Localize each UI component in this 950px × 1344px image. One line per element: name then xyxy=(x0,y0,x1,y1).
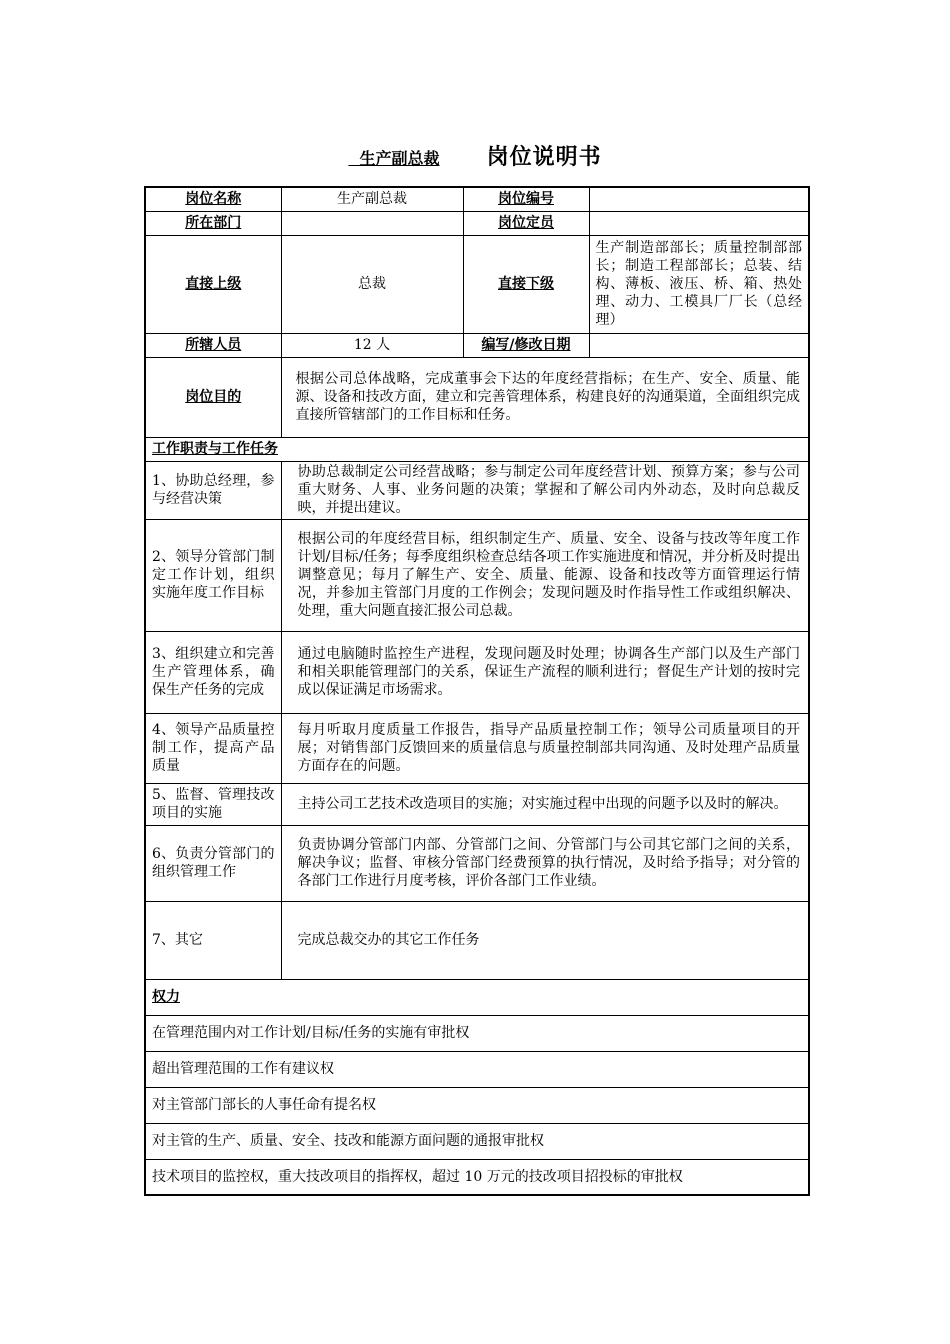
duty-title: 5、监督、管理技改项目的实施 xyxy=(145,783,281,825)
duty-title: 2、领导分管部门制定工作计划，组织实施年度工作目标 xyxy=(145,519,281,631)
date-value xyxy=(589,333,809,357)
duties-header: 工作职责与工作任务 xyxy=(145,437,809,461)
superior-label: 直接上级 xyxy=(145,235,281,333)
duty-row xyxy=(145,825,809,901)
authority-row xyxy=(145,1015,809,1051)
quota-label: 岗位定员 xyxy=(463,211,589,235)
info-row-1 xyxy=(145,187,809,211)
info-row-3 xyxy=(145,235,809,333)
duty-text: 协助总裁制定公司经营战略；参与制定公司年度经营计划、预算方案；参与公司重大财务、人事、业务问题的决策；掌握和了解公司内外动态，及时向总裁反映，并提出建议。 xyxy=(281,461,809,519)
dept-value xyxy=(281,211,463,235)
authority-item: 对主管部门部长的人事任命有提名权 xyxy=(145,1087,809,1123)
duty-row xyxy=(145,713,809,783)
duties-header-row xyxy=(145,437,809,461)
duty-row xyxy=(145,461,809,519)
authority-row xyxy=(145,1087,809,1123)
authority-row xyxy=(145,1159,809,1195)
purpose-label: 岗位目的 xyxy=(145,357,281,437)
authority-row xyxy=(145,1123,809,1159)
authority-item: 技术项目的监控权，重大技改项目的指挥权，超过 10 万元的技改项目招投标的审批权 xyxy=(145,1159,809,1195)
subordinate-label: 直接下级 xyxy=(463,235,589,333)
staff-label: 所辖人员 xyxy=(145,333,281,357)
duty-title: 6、负责分管部门的组织管理工作 xyxy=(145,825,281,901)
authority-item: 超出管理范围的工作有建议权 xyxy=(145,1051,809,1087)
duty-row xyxy=(145,783,809,825)
document-name: 岗位说明书 xyxy=(486,145,602,170)
info-row-4 xyxy=(145,333,809,357)
duty-row xyxy=(145,519,809,631)
duty-row xyxy=(145,901,809,979)
duty-text: 主持公司工艺技术改造项目的实施；对实施过程中出现的问题予以及时的解决。 xyxy=(281,783,809,825)
quota-value xyxy=(589,211,809,235)
purpose-text: 根据公司总体战略，完成董事会下达的年度经营指标；在生产、安全、质量、能源、设备和技改方面，建立和完善管理体系，构建良好的沟通渠道，全面组织完成直接所管辖部门的工作目标和任务。 xyxy=(281,357,809,437)
duty-title: 4、领导产品质量控制工作，提高产品质量 xyxy=(145,713,281,783)
duty-text: 根据公司的年度经营目标，组织制定生产、质量、安全、设备与技改等年度工作计划/目标/任务；每季度组织检查总结各项工作实施进度和情况，并分析及时提出调整意见；每月了解生产、安全、质量、能源、设备和技改等方面管理运行情况，并参加主管部门月度的工作例会；发现问题及时作指导性工作或组织解决、处理，重大问题直接汇报公司总裁。 xyxy=(281,519,809,631)
code-value xyxy=(589,187,809,211)
duty-text: 每月听取月度质量工作报告，指导产品质量控制工作；领导公司质量项目的开展；对销售部门反馈回来的质量信息与质量控制部共同沟通、及时处理产品质量方面存在的问题。 xyxy=(281,713,809,783)
duty-title: 7、其它 xyxy=(145,901,281,979)
name-label: 岗位名称 xyxy=(145,187,281,211)
code-label: 岗位编号 xyxy=(463,187,589,211)
subordinate-value: 生产制造部部长；质量控制部部长；制造工程部部长；总装、结构、薄板、液压、桥、箱、热处理、动力、工模具厂厂长（总经理） xyxy=(589,235,809,333)
authority-header: 权力 xyxy=(145,979,809,1015)
name-value: 生产副总裁 xyxy=(281,187,463,211)
duty-title: 1、协助总经理，参与经营决策 xyxy=(145,461,281,519)
authority-item: 在管理范围内对工作计划/目标/任务的实施有审批权 xyxy=(145,1015,809,1051)
duty-text: 负责协调分管部门内部、分管部门之间、分管部门与公司其它部门之间的关系，解决争议；监督、审核分管部门经费预算的执行情况，及时给予指导；对分管的各部门工作进行月度考核，评价各部门工作业绩。 xyxy=(281,825,809,901)
document-title xyxy=(0,140,950,171)
dept-label: 所在部门 xyxy=(145,211,281,235)
duty-text: 完成总裁交办的其它工作任务 xyxy=(281,901,809,979)
job-description-table xyxy=(144,186,810,1196)
duty-text: 通过电脑随时监控生产进程，发现问题及时处理；协调各生产部门以及生产部门和相关职能管理部门的关系，保证生产流程的顺利进行；督促生产计划的按时完成以保证满足市场需求。 xyxy=(281,631,809,713)
authority-row xyxy=(145,1051,809,1087)
position-title: 生产副总裁 xyxy=(359,149,440,168)
superior-value: 总裁 xyxy=(281,235,463,333)
duty-title: 3、组织建立和完善生产管理体系，确保生产任务的完成 xyxy=(145,631,281,713)
authority-item: 对主管的生产、质量、安全、技改和能源方面问题的通报审批权 xyxy=(145,1123,809,1159)
duty-row xyxy=(145,631,809,713)
authority-header-row xyxy=(145,979,809,1015)
date-label: 编写/修改日期 xyxy=(463,333,589,357)
purpose-row xyxy=(145,357,809,437)
staff-value: 12 人 xyxy=(281,333,463,357)
info-row-2 xyxy=(145,211,809,235)
